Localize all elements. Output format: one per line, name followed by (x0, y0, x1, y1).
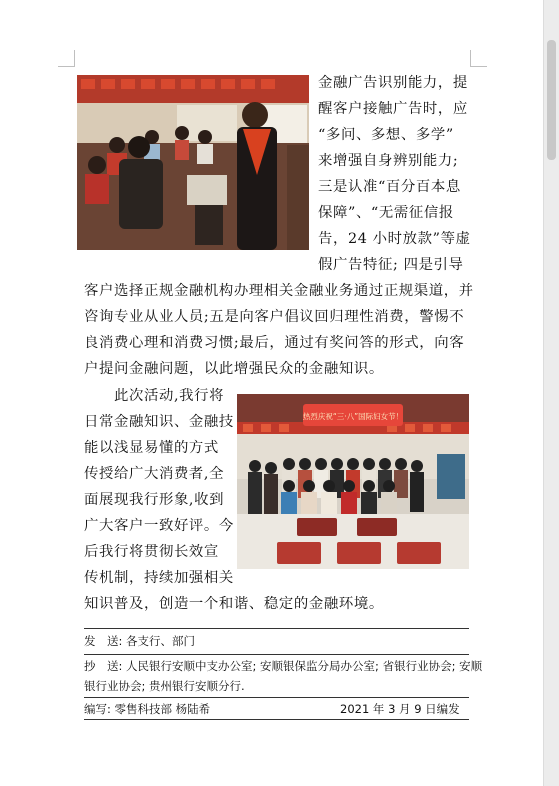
text-line-right-8: 假广告特征; 四是引导 (318, 257, 464, 273)
photo-2-illustration (237, 394, 469, 569)
text-line-right-1: 金融广告识别能力，提 (318, 75, 468, 91)
text-line-left-7: 后我行将贯彻长效宣 (84, 544, 219, 560)
text-line-right-2: 醒客户接触广告时，应 (318, 101, 468, 117)
footer-cc-line-2: 银行业协会; 贵州银行安顺分行. (84, 679, 245, 693)
footer-cc-line-1: 抄 送: 人民银行安顺中支办公室; 安顺银保监分局办公室; 省银行业协会; 安顺 (84, 659, 483, 673)
footer-date: 2021 年 3 月 9 日编发 (340, 702, 460, 716)
text-line-left-4: 传授给广大消费者,全 (84, 466, 225, 482)
footer-rule-lower (84, 697, 469, 698)
text-line-full-1: 客户选择正规金融机构办理相关金融业务通过正规渠道，并 (84, 283, 474, 299)
text-line-left-5: 面展现我行形象,收到 (84, 492, 225, 508)
text-line-left-2: 日常金融知识、金融技 (84, 414, 234, 430)
text-line-left-1: 此次活动,我行将 (114, 388, 225, 404)
text-line-full-2: 咨询专业从业人员;五是向客户倡议回归理性消费，警惕不 (84, 309, 465, 325)
footer-rule-top (84, 628, 469, 629)
text-line-right-4: 来增强自身辨别能力; (318, 153, 459, 169)
footer-rule-bottom (84, 719, 469, 720)
text-line-right-5: 三是认准“百分百本息 (318, 179, 461, 195)
crop-mark-top-left (58, 50, 75, 67)
banner-text: 热烈庆祝“三·八”国际妇女节！ (302, 412, 404, 421)
crop-mark-top-right (470, 50, 487, 67)
text-line-full-4: 户提问金融问题，以此增强民众的金融知识。 (84, 361, 384, 377)
text-line-left-3: 能以浅显易懂的方式 (84, 440, 219, 456)
footer-send-to: 发 送: 各支行、部门 (84, 634, 196, 648)
text-line-right-7: 告，24 小时放款”等虚 (318, 231, 471, 247)
text-line-left-8: 传机制，持续加强相关 (84, 570, 234, 586)
text-line-right-6: 保障”、“无需征信报 (318, 205, 454, 221)
text-line-right-3: “多问、多想、多学” (318, 127, 454, 143)
vertical-scrollbar[interactable] (543, 0, 559, 786)
text-closing-line: 知识普及，创造一个和谐、稳定的金融环境。 (84, 596, 384, 612)
scrollbar-thumb[interactable] (547, 40, 556, 160)
photo-1-illustration (77, 75, 309, 250)
text-line-left-6: 广大客户一致好评。今 (84, 518, 234, 534)
text-line-full-3: 良消费心理和消费习惯;最后，通过有奖问答的形式，向客 (84, 335, 465, 351)
footer-rule-mid (84, 654, 469, 655)
photo-bank-hall-leaflet (77, 75, 309, 250)
photo-group-womens-day (237, 394, 469, 569)
footer-editor: 编写: 零售科技部 杨陆希 (84, 702, 211, 716)
